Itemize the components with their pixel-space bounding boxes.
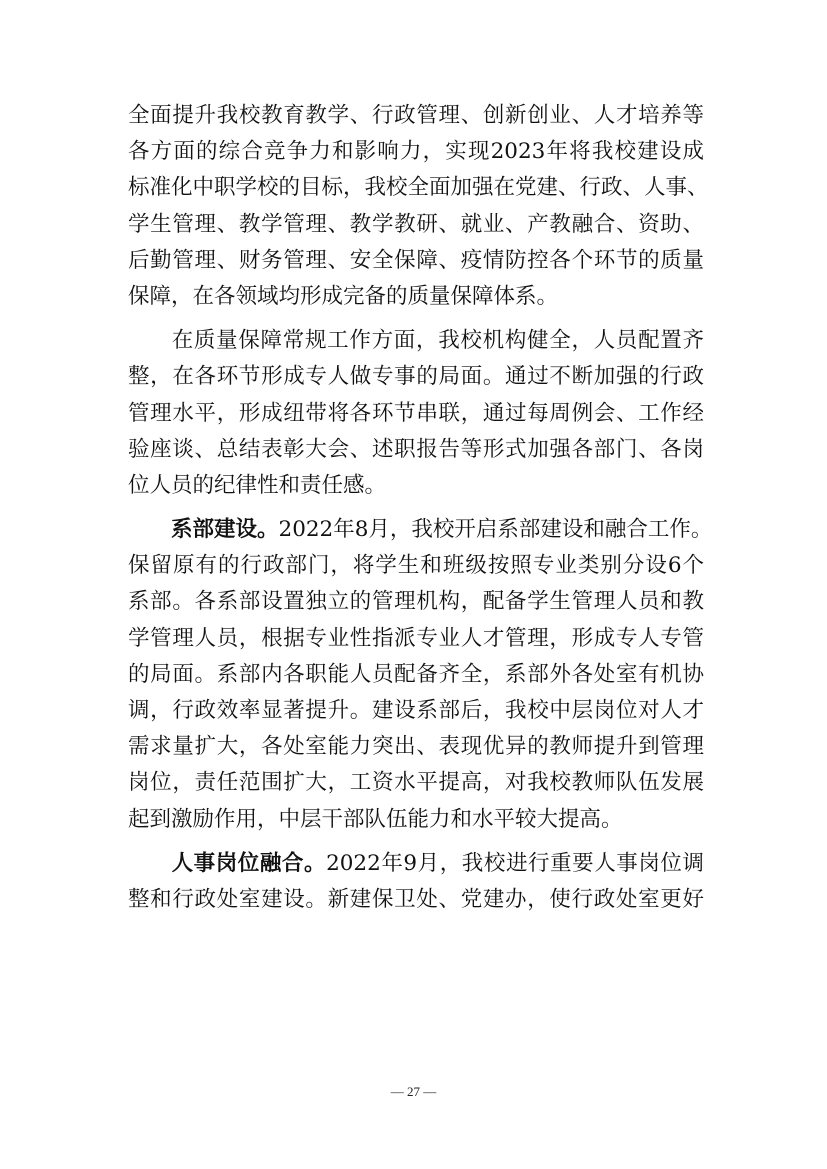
paragraph-routine-work	[128, 323, 704, 504]
text-line: 调，行政效率显著提升。建设系部后，我校中层岗位对人才	[128, 698, 704, 723]
text-line: 保障，在各领域均形成完备的质量保障体系。	[128, 283, 559, 309]
text-line: 整，在各环节形成专人做专事的局面。通过不断加强的行政	[128, 364, 704, 390]
text-line: 管理水平，形成纽带将各环节串联，通过每周例会、工作经	[128, 400, 704, 426]
text-line-content: 2022年8月，我校开启系部建设和融合工作。	[278, 517, 713, 543]
text-line: 起到激励作用，中层干部队伍能力和水平较大提高。	[128, 806, 623, 832]
text-line: 系部。各系部设置独立的管理机构，配备学生管理人员和教	[128, 589, 704, 615]
text-line: 的局面。系部内各职能人员配备齐全，系部外各处室有机协	[128, 661, 704, 687]
text-line	[128, 846, 704, 882]
text-line	[128, 512, 713, 548]
text-line: 需求量扩大，各处室能力突出、表现优异的教师提升到管理	[128, 734, 704, 760]
text-line: 各方面的综合竞争力和影响力，实现2023年将我校建设成	[128, 139, 704, 165]
section-heading: 系部建设。	[171, 517, 279, 543]
text-line: 后勤管理、财务管理、安全保障、疫情防控各个环节的质量	[128, 247, 704, 273]
paragraph-quality-overview	[128, 98, 709, 315]
text-line: 验座谈、总结表彰大会、述职报告等形式加强各部门、各岗	[128, 436, 704, 462]
text-line	[128, 323, 704, 359]
text-line: 全面提升我校教育教学、行政管理、创新创业、人才培养等	[128, 103, 704, 128]
text-line: 标准化中职学校的目标，我校全面加强在党建、行政、人事、	[128, 175, 709, 201]
text-line: 整和行政处室建设。新建保卫处、党建办，使行政处室更好	[128, 886, 704, 912]
paragraph-department-building	[128, 512, 713, 838]
text-line: 学生管理、教学管理、教学教研、就业、产教融合、资助、	[128, 211, 704, 237]
paragraph-personnel-integration	[128, 846, 704, 918]
text-line: 保留原有的行政部门，将学生和班级按照专业类别分设6个	[128, 553, 704, 579]
page-number: — 27 —	[390, 1084, 437, 1099]
section-heading: 人事岗位融合。	[171, 850, 327, 876]
text-line-content: 2022年9月，我校进行重要人事岗位调	[326, 850, 704, 876]
text-line: 位人员的纪律性和责任感。	[128, 472, 387, 498]
document-body	[128, 98, 713, 918]
text-line: 学管理人员，根据专业性指派专业人才管理，形成专人专管	[128, 625, 704, 651]
text-line: 岗位，责任范围扩大，工资水平提高，对我校教师队伍发展	[128, 770, 704, 796]
text-line-content: 在质量保障常规工作方面，我校机构健全，人员配置齐	[171, 328, 704, 354]
